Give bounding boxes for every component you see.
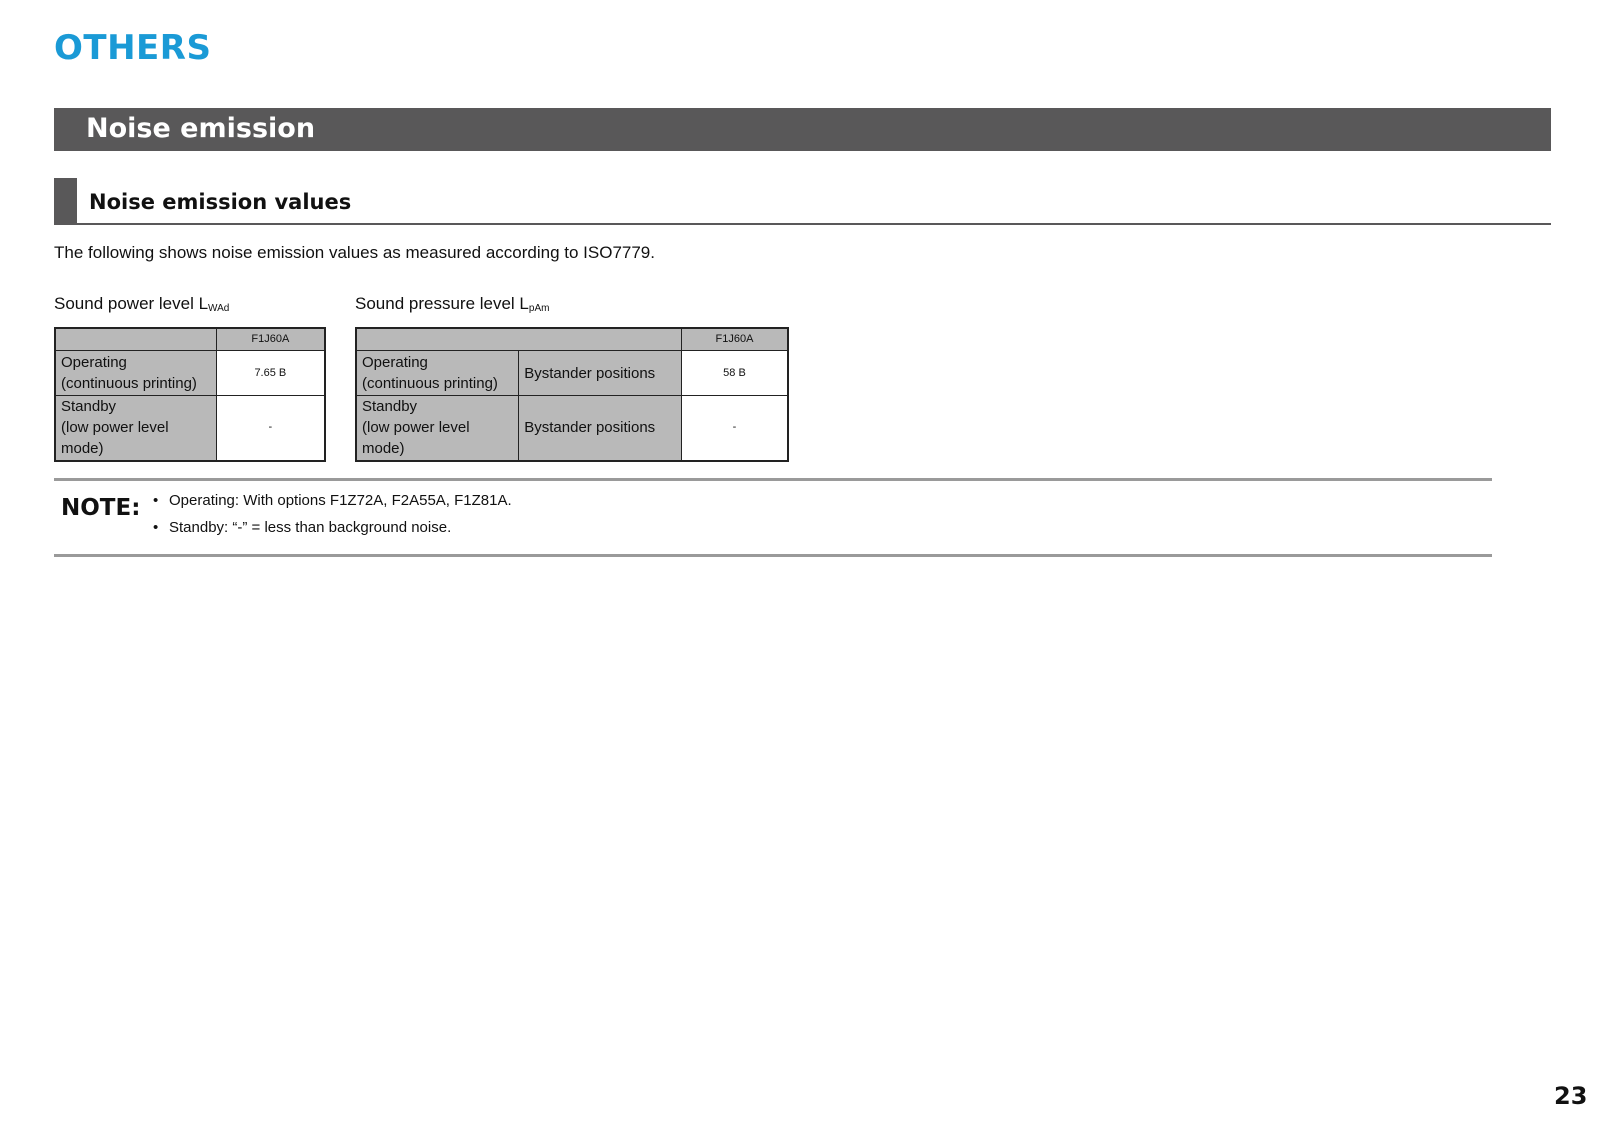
sound-power-table [54, 327, 326, 462]
pressure-caption-main: Sound pressure level L [355, 294, 529, 313]
note-item: • Standby: “-” = less than background noise. [153, 514, 512, 541]
header-cell-empty [356, 328, 682, 351]
row-label-line: Operating [61, 354, 127, 371]
note-label: NOTE: [61, 495, 141, 521]
row-label-line: Operating [362, 354, 428, 371]
table-row [55, 396, 325, 461]
pressure-table-caption [355, 294, 549, 314]
row-label-line: mode) [362, 440, 405, 458]
row-label-line: Standby [362, 398, 418, 416]
table-row [55, 351, 325, 396]
note-box [54, 478, 1492, 557]
sound-pressure-table [355, 327, 789, 462]
row-label-line: (continuous printing) [61, 375, 197, 392]
header-cell-model: F1J60A [216, 328, 325, 351]
power-caption-sub: WAd [208, 303, 230, 314]
table-header-row [55, 328, 325, 351]
row-label [55, 396, 216, 461]
intro-text: The following shows noise emission values as measured according to ISO7779. [54, 243, 655, 262]
table-header-row [356, 328, 788, 351]
page-number: 23 [1554, 1082, 1588, 1110]
subsection-title: Noise emission values [89, 190, 352, 214]
power-table-caption [54, 294, 229, 314]
table-row [356, 396, 788, 461]
row-label [55, 351, 216, 396]
section-header-bar [54, 108, 1551, 151]
row-label-line: (low power level [61, 419, 169, 437]
table-row [356, 351, 788, 396]
row-value: 7.65 B [216, 351, 325, 396]
row-label-line: Standby [61, 398, 117, 416]
row-position: Bystander positions [519, 396, 682, 461]
note-list [153, 487, 512, 541]
row-label [356, 351, 519, 396]
row-position: Bystander positions [519, 351, 682, 396]
row-label-line: (continuous printing) [362, 375, 498, 392]
row-label-line: mode) [61, 440, 104, 458]
row-value: - [216, 396, 325, 461]
row-value: - [682, 396, 789, 461]
row-label-line: (low power level [362, 419, 470, 437]
pressure-caption-sub: pAm [528, 303, 550, 314]
subsection-marker [54, 178, 77, 223]
section-title: Noise emission [86, 113, 316, 144]
row-label [356, 396, 519, 461]
header-cell-empty [55, 328, 216, 351]
power-caption-main: Sound power level L [54, 294, 209, 313]
chapter-title: OTHERS [54, 28, 212, 68]
header-cell-model: F1J60A [682, 328, 789, 351]
row-value: 58 B [682, 351, 789, 396]
note-item: • Operating: With options F1Z72A, F2A55A, F1Z81A. [153, 487, 512, 514]
subsection-header [54, 178, 1551, 225]
